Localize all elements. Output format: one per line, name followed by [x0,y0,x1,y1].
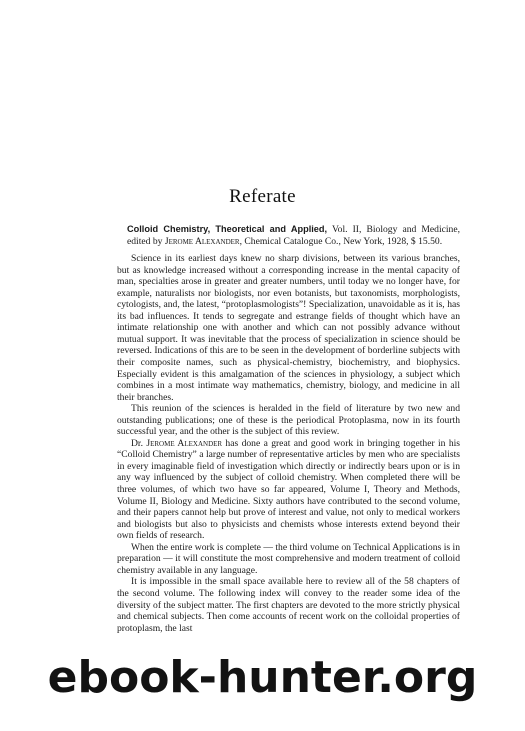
paragraph-1: Science in its earliest days knew no sharp divisions, between its various branches, but as knowledge increased without a corresponding increase in the mental capacity of man, specialties arose in greater and greater numbers, until today we no longer have, for example, naturalists nor biologists, nor even botanists, but taxonomists, morphologists, cytologists, and, the latest, “protoplasmologists”! Specialization, unavoidable as it is, has its bad influences. It tends to segregate and estrange fields of thought which have an intimate relationship one with another and which can not possibly advance without mutual support. It was inevitable that the process of specialization in science should be reversed. Indications of this are to be seen in the development of borderline subjects with their composite names, such as physical-chemistry, biochemistry, and biophysics. Especially evident is this amalgamation of the sciences in physiology, a subject which combines in a most intimate way mathematics, chemistry, biology, and medicine in all their branches. [117,253,460,403]
author-name: Jerome Alexander [146,437,223,449]
paragraph-2: This reunion of the sciences is heralded in the field of literature by two new and outstanding publications; one of these is the periodical Protoplasma, now in its fourth successful year, and the other is the subject of this review. [117,403,460,438]
section-heading: Referate [229,186,296,207]
editor-name: Jerome Alexander [164,235,240,247]
paragraph-4: When the entire work is complete — the third volume on Technical Applications is in preparation — it will constitute the most comprehensive and modern treatment of colloid chemistry available in any language. [117,541,460,576]
publisher-details: , Chemical Catalogue Co., New York, 1928, $ 15.50. [239,235,443,247]
paragraph-3 [117,438,460,542]
paragraph-5: It is impossible in the small space available here to review all of the 58 chapters of the second volume. The following index will convey to the reader some idea of the diversity of the subject matter. The first chapters are devoted to the more strictly physical and chemical subjects. Then come accounts of recent work on the colloidal properties of protoplasm, the last [117,576,460,634]
review-body [117,224,460,634]
paragraph-3-text: has done a great and good work in bringing together in his “Colloid Chemistry” a large number of representative articles by men who are specialists in every imaginable field of investigation which directly or indirectly bears upon or is in any way influenced by the subject of colloid chemistry. When completed there will be three volumes, of which two have so far appeared, Volume I, Theory and Methods, Volume II, Biology and Medicine. Sixty authors have contributed to the second volume, and their papers cannot help but prove of interest and value, not only to medical workers and biologists but also to physicists and chemists whose interests extend beyond their own fields of research. [117,437,461,542]
paragraph-3-prefix: Dr. [131,437,147,449]
citation-details: Vol. II, Biology and Medicine, edited by [127,224,460,247]
book-title: Colloid Chemistry, Theoretical and Applied, [127,224,328,234]
book-citation [117,224,460,247]
watermark: ebook-hunter.org [47,652,478,703]
